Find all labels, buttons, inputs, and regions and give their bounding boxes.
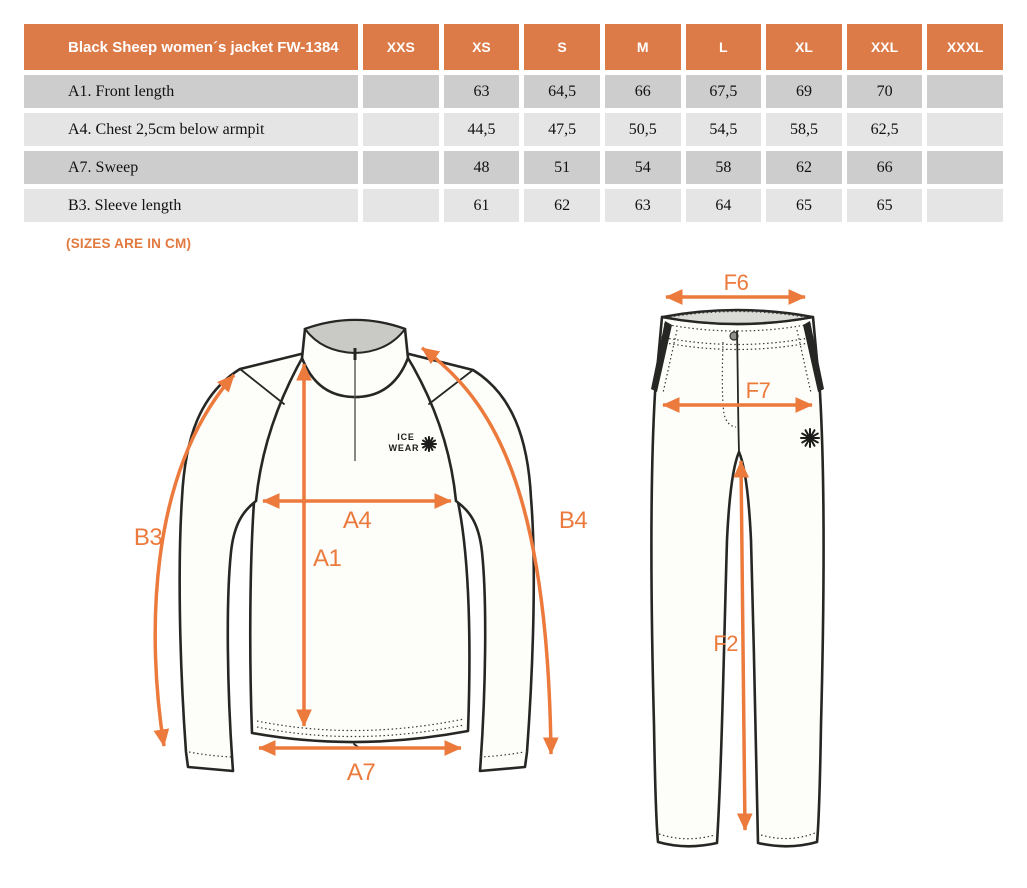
cell <box>363 151 439 184</box>
col-header-xs: XS <box>444 24 520 70</box>
col-header-xl: XL <box>766 24 842 70</box>
label-f7: F7 <box>745 378 771 403</box>
cell: 64,5 <box>524 75 600 108</box>
cell: 48 <box>444 151 520 184</box>
cell: 47,5 <box>524 113 600 146</box>
cell <box>927 189 1003 222</box>
col-header-l: L <box>686 24 762 70</box>
col-header-xxl: XXL <box>847 24 923 70</box>
arrow-f2 <box>741 461 745 830</box>
cell <box>927 75 1003 108</box>
cell: 64 <box>686 189 762 222</box>
cell <box>927 151 1003 184</box>
size-table <box>24 24 1003 222</box>
cell: 66 <box>605 75 681 108</box>
logo-line2: WEAR <box>388 443 420 453</box>
label-b3: B3 <box>133 524 163 551</box>
row-label: A1. Front length <box>24 75 358 108</box>
cell: 65 <box>847 189 923 222</box>
label-a7: A7 <box>346 759 376 786</box>
cell <box>927 113 1003 146</box>
label-f2: F2 <box>713 631 738 656</box>
table-title: Black Sheep women´s jacket FW-1384 <box>24 24 358 70</box>
cell: 62,5 <box>847 113 923 146</box>
cell: 70 <box>847 75 923 108</box>
cell: 44,5 <box>444 113 520 146</box>
units-note: (SIZES ARE IN CM) <box>66 236 192 251</box>
cell: 69 <box>766 75 842 108</box>
cell: 54 <box>605 151 681 184</box>
row-label: A7. Sweep <box>24 151 358 184</box>
row-label: B3. Sleeve length <box>24 189 358 222</box>
cell: 67,5 <box>686 75 762 108</box>
cell: 50,5 <box>605 113 681 146</box>
cell: 62 <box>524 189 600 222</box>
cell: 62 <box>766 151 842 184</box>
pants-drawing <box>651 270 824 846</box>
label-f6: F6 <box>723 270 749 295</box>
col-header-xxs: XXS <box>363 24 439 70</box>
col-header-xxxl: XXXL <box>927 24 1003 70</box>
logo-line1: ICE <box>397 432 415 442</box>
cell: 61 <box>444 189 520 222</box>
cell <box>363 113 439 146</box>
cell <box>363 189 439 222</box>
cell: 63 <box>444 75 520 108</box>
cell: 58,5 <box>766 113 842 146</box>
label-b4: B4 <box>558 507 588 534</box>
cell: 63 <box>605 189 681 222</box>
cell: 66 <box>847 151 923 184</box>
cell <box>363 75 439 108</box>
cell: 51 <box>524 151 600 184</box>
label-a4: A4 <box>342 507 372 534</box>
cell: 58 <box>686 151 762 184</box>
jacket-drawing <box>134 320 588 786</box>
cell: 54,5 <box>686 113 762 146</box>
cell: 65 <box>766 189 842 222</box>
measurement-diagram <box>0 268 1027 888</box>
col-header-m: M <box>605 24 681 70</box>
label-a1: A1 <box>313 545 342 572</box>
row-label: A4. Chest 2,5cm below armpit <box>24 113 358 146</box>
col-header-s: S <box>524 24 600 70</box>
